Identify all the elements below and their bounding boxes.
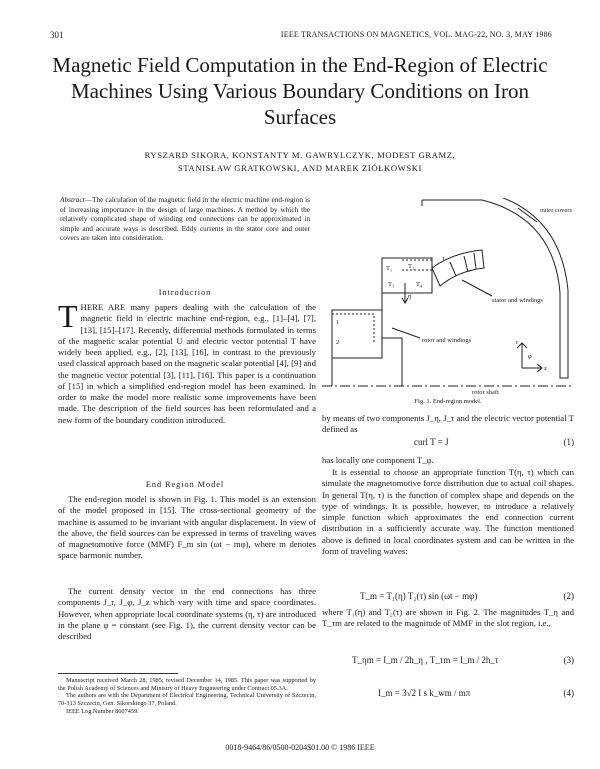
axis-r-arrow [517,343,527,368]
authors-line-1: RYSZARD SIKORA, KONSTANTY M. GAWRYLCZYK, MODEST GRAMZ, [144,150,456,160]
footnote-log: IEEE Log Number 8607459. [66,707,139,715]
rotor-shaft-lines [332,358,402,386]
axis-z-arrow [522,364,542,372]
footnote-received: Manuscript received March 28, 1985; revised December 14, 1985. This paper was supported by the Polish Academy of Sciences and Ministry of Heavy Engineering under Contract 05.3A. [58,677,316,692]
intro-first-word: HERE ARE [80,302,126,312]
label-rotor: rotor and windings [422,337,472,344]
equation-3 [322,655,574,665]
right-col-after-eq1: has locally one component T_φ. [322,455,434,465]
leader-outer-covers [518,208,537,222]
drop-cap: T [58,298,78,334]
abstract [60,195,310,243]
page-number: 301 [50,30,64,40]
leader-stator [462,280,492,296]
right-col-cont: by means of two components J_η, J_τ and the electric vector potential T defined as [322,413,574,435]
label-t2: T₂ [408,263,415,270]
label-c1: 1 [336,319,340,326]
equation-4 [322,688,574,698]
label-c2: 2 [336,339,340,346]
section-heading-introduction: Introduction [158,288,212,297]
intro-text: many papers dealing with the calculation of the magnetic field in electric machine end-region, e.g., [1]–[4], [7], [13], [15]–[17]. Recently, differential methods formulated in terms of the magnetic scalar potential U and electric vector potential T have widely been applied, e.g., [2], [13], [16], in contrast to the previously used classical approach based on the magnetic scalar potential [4], [9] and the magnetic vector potential [3], [11], [16]. This paper is a continuation of [15] in which a simplified end-region model has been examined. In order to make the model more realistic some improvements have been made. The description of the field sources has been reformulated and a new form of the boundary condition introduced. [58,302,317,425]
footnotes [58,677,316,716]
label-t4: T₄ [416,281,423,288]
equation-2-number: (2) [563,591,574,601]
authors-line-2: STANISŁAW GRATKOWSKI, AND MAREK ZIÓŁKOWSKI [178,163,422,173]
equation-1 [322,437,574,447]
equation-1-number: (1) [563,437,574,447]
section-heading-end-region: End Region Model [145,480,225,489]
abstract-label: Abstract [60,195,85,204]
label-stator: stator and windings [492,297,543,304]
label-outer-covers: outer covers [540,207,572,214]
right-col-p2: where T₁(η) and T₂(τ) are shown in Fig. 2. The magnitudes T_η and T_τm are related to the magnitude of MMF in the slot region, i.e., [322,607,574,629]
equation-4-body: I_m = 3√2 I s k_wm / mπ [378,688,471,698]
label-t1: T₁ [386,265,393,272]
introduction-body [58,298,317,426]
label-eta: η [408,293,412,300]
label-r: r [516,339,519,346]
equation-4-number: (4) [563,688,574,698]
end-region-p1: The end-region model is shown in Fig. 1. This model is an extension of the model proposed in [15]. The cross-sectional geometry of the machine is assumed to be invariant with angular displacement. In view of the above, the field sources can be expressed in terms of traveling waves of magnetomotive force (MMF) F_m sin (ωt − mφ), where m denotes space harmonic number. [58,494,316,561]
paper-title: Magnetic Field Computation in the End-Region of Electric Machines Using Various Boundary Conditions on Iron Surfaces [52,53,548,129]
label-t3: T₃ [388,281,395,288]
label-tau: τ [442,255,445,262]
equation-2-body: T_m = T₁(η) T₂(τ) sin (ωt − mφ) [360,591,478,601]
label-z: z [544,365,547,372]
abstract-text: —The calculation of the magnetic field in the electric machine end-region is of increasing importance in the design of large machines. A method by which the relatively complicated shape of winding end connections can be approximated in simple and accurate ways is described. Eddy currents in the stator core and outer covers are taken into consideration. [60,195,310,243]
equation-2 [322,591,574,601]
footnote-affiliation: The authors are with the Department of Electrical Engineering, Technical University of Szczecin, 70-313 Szczecin, Gen. Sikorskiego 37, Poland. [58,692,316,708]
slot-lines [402,260,432,270]
label-rotor-shaft: rotor shaft [472,389,499,396]
footnote-rule [58,673,178,674]
copyright-line: 0018-9464/86/0500-0204$01.00 © 1986 IEEE [225,743,375,752]
running-head: IEEE TRANSACTIONS ON MAGNETICS, VOL. MAG-22, NO. 3, MAY 1986 [280,30,552,39]
figure-1-end-region-model [322,198,574,398]
equation-1-body: curl T = J [414,437,449,447]
rotor-step [382,338,402,373]
equation-3-number: (3) [563,655,574,665]
leader-rotor [392,328,420,338]
figure-1-caption: Fig. 1. End-region model. [414,398,482,405]
end-region-p2: The current density vector in the end connections has three components J_r, J_φ, J_z which vary with time and space coordinates. However, when appropriate local coordinate systems (η, τ) are introduced in the plane φ = constant (see Fig. 1), the current density vector can be described [58,586,316,641]
right-col-p1: It is essential to choose an appropriate function T(η, τ) which can simulate the magnetomotive force distribution due to actual coil shapes. In general T(η, τ) is the function of complex shape and depends on the type of windings. It is possible, however, to introduce a relatively simple function which approximates the end connection current distribution in a sufficiently accurate way. The function mentioned above is defined in local coordinates system and can be written in the form of traveling waves: [322,467,574,556]
label-phi: φ [528,353,532,360]
outer-cover-shape [422,198,568,378]
equation-3-body: T_ηm = I_m / 2h_η , T_τm = I_m / 2h_τ [352,655,499,665]
authors [60,149,540,175]
